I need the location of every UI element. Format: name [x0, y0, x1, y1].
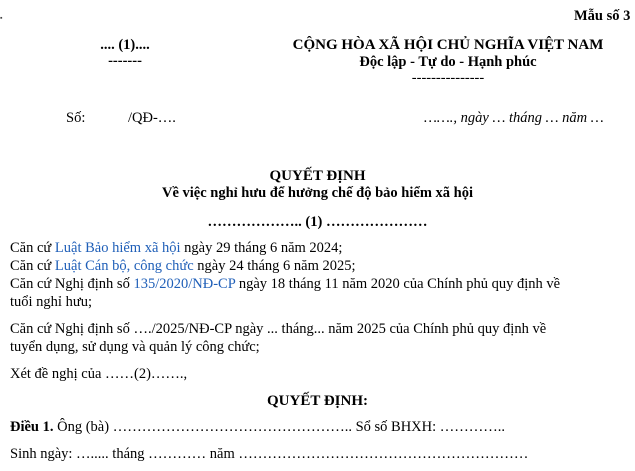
- issuing-authority: ……………….. (1) …………………: [207, 214, 428, 230]
- national-rule: ---------------: [411, 70, 485, 86]
- basis-line-1: [10, 240, 342, 257]
- article-1-line-2: Sinh ngày: …..... tháng ………… năm ……………………………………………………: [10, 446, 529, 462]
- national-slogan: Độc lập - Tự do - Hạnh phúc: [359, 54, 537, 70]
- article-1-label: Điều 1.: [10, 419, 54, 435]
- agency-rule: -------: [108, 53, 142, 69]
- link-social-insurance-law[interactable]: Luật Bảo hiểm xã hội: [54, 240, 181, 256]
- basis-line-4-cont: tuyển dụng, sử dụng và quản lý công chức;: [10, 339, 260, 355]
- basis-pre: Căn cứ Nghị định số: [10, 276, 134, 292]
- link-civil-servants-law[interactable]: Luật Cán bộ, công chức: [54, 258, 194, 274]
- basis-line-3: [10, 276, 560, 293]
- decision-subtitle: Về việc nghỉ hưu để hưởng chế độ bảo hiểm xã hội: [161, 185, 474, 201]
- agency-name: .... (1)....: [100, 37, 150, 53]
- issue-date: ……., ngày … tháng … năm …: [424, 110, 604, 126]
- decision-title: QUYẾT ĐỊNH: [269, 168, 366, 184]
- article-1-name-field: Ông (bà) ………………………………………….. Sổ số BHXH: …………..: [53, 419, 506, 435]
- basis-pre: Căn cứ: [10, 240, 55, 256]
- number-label: Số:: [66, 110, 86, 126]
- basis-post: ngày 24 tháng 6 năm 2025;: [193, 258, 356, 274]
- basis-post: ngày 18 tháng 11 năm 2020 của Chính phủ quy định về: [235, 276, 561, 292]
- basis-line-3-cont: tuổi nghỉ hưu;: [10, 294, 92, 310]
- form-label: Mẫu số 3: [574, 8, 631, 24]
- national-motto: CỘNG HÒA XÃ HỘI CHỦ NGHĨA VIỆT NAM: [292, 37, 604, 53]
- basis-pre: Căn cứ: [10, 258, 55, 274]
- edge-marker: ▪: [0, 14, 3, 22]
- decision-heading: QUYẾT ĐỊNH:: [267, 393, 368, 409]
- basis-line-2: [10, 258, 356, 275]
- article-1-line-1: [10, 419, 505, 436]
- basis-line-4: Căn cứ Nghị định số …./2025/NĐ-CP ngày ... tháng... năm 2025 của Chính phủ quy định về: [10, 321, 547, 337]
- basis-post: ngày 29 tháng 6 năm 2024;: [180, 240, 343, 256]
- link-decree-135-2020[interactable]: 135/2020/NĐ-CP: [133, 276, 236, 292]
- proposal-line: Xét đề nghị của ……(2)…….,: [10, 366, 188, 382]
- number-code: /QĐ-….: [128, 110, 176, 126]
